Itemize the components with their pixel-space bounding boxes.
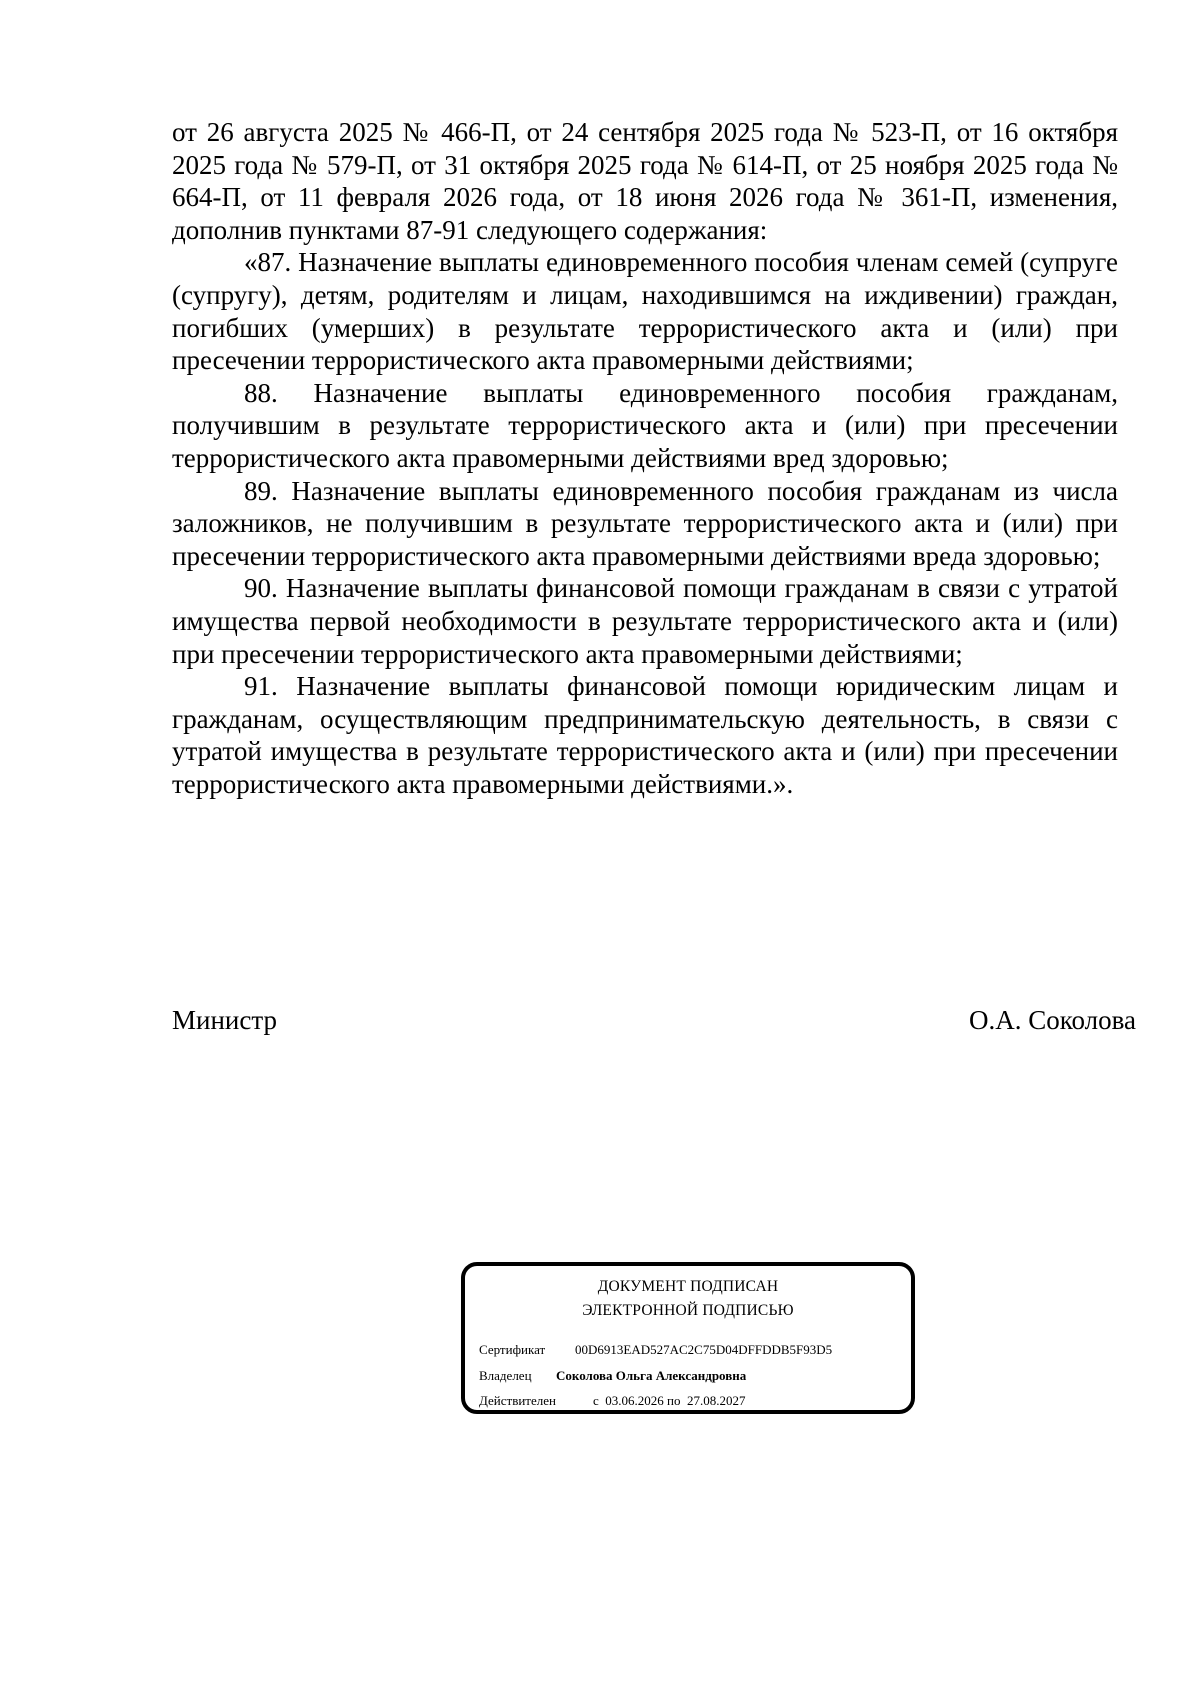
stamp-owner-label: Владелец <box>479 1368 532 1383</box>
stamp-owner-value: Соколова Ольга Александровна <box>556 1368 747 1383</box>
paragraph-item-90: 90. Назначение выплаты финансовой помощи гражданам в связи с утратой имущества первой необходимости в результате террористического акта и (или) при пресечении террористического акта правомерными действиями; <box>172 573 1118 669</box>
stamp-validity-label: Действителен <box>479 1393 556 1408</box>
stamp-validity-row <box>479 1393 745 1409</box>
electronic-signature-stamp <box>461 1262 915 1414</box>
stamp-certificate-row <box>479 1342 832 1358</box>
document-body <box>172 116 1118 800</box>
paragraph-item-87: «87. Назначение выплаты единовременного пособия членам семей (супруге (супругу), детям, родителям и лицам, находившимся на иждивении) граждан, погибших (умерших) в результате террористического акта и (или) при пресечении террористического акта правомерными действиями; <box>172 247 1118 376</box>
paragraph-item-88: 88. Назначение выплаты единовременного пособия гражданам, получившим в результате террористического акта и (или) при пресечении террористического акта правомерными действиями вред здоровью; <box>172 377 1118 473</box>
stamp-validity-value: с 03.06.2026 по 27.08.2027 <box>593 1393 746 1408</box>
signer-name: О.А. Соколова <box>969 1005 1136 1035</box>
stamp-certificate-value: 00D6913EAD527AC2C75D04DFFDDB5F93D5 <box>575 1342 833 1357</box>
paragraph-item-91: 91. Назначение выплаты финансовой помощи юридическим лицам и гражданам, осуществляющим предпринимательскую деятельность, в связи с утратой имущества в результате террористического акта и (или) при пресечении террористического акта правомерными действиями.». <box>172 671 1118 799</box>
stamp-heading-line2: ЭЛЕКТРОННОЙ ПОДПИСЬЮ <box>582 1302 794 1319</box>
paragraph-intro: от 26 августа 2025 № 466-П, от 24 сентября 2025 года № 523-П, от 16 октября 2025 года № 579-П, от 31 октября 2025 года № 614-П, от 25 ноября 2025 года № 664-П, от 11 февраля 2026 года, от 18 июня 2026 года № 361-П, изменения, дополнив пунктами 87-91 следующего содержания: <box>172 117 1118 245</box>
signer-title: Министр <box>172 1005 277 1035</box>
stamp-certificate-label: Сертификат <box>479 1342 546 1357</box>
stamp-heading-line1: ДОКУМЕНТ ПОДПИСАН <box>597 1278 779 1295</box>
stamp-owner-row <box>479 1368 746 1384</box>
paragraph-item-89: 89. Назначение выплаты единовременного пособия гражданам из числа заложников, не получившим в результате террористического акта и (или) при пресечении террористического акта правомерными действиями вреда здоровью; <box>172 475 1118 571</box>
